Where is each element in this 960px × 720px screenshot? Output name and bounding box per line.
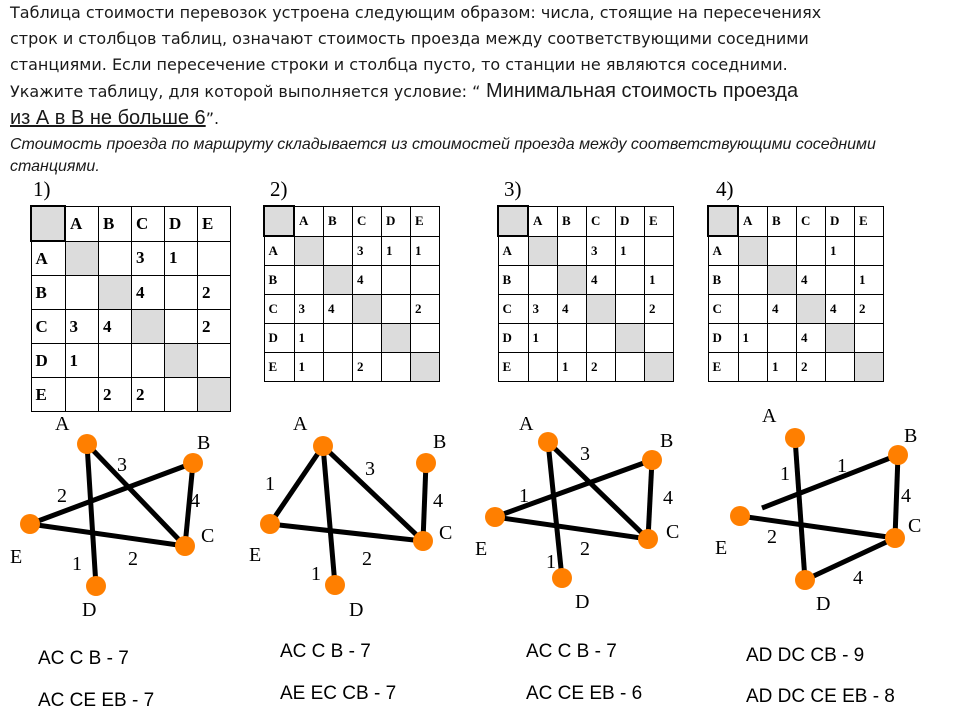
node-label: D: [816, 593, 831, 615]
row-header: E: [264, 353, 294, 382]
table-header-row: [708, 206, 884, 236]
table-row: [708, 295, 884, 324]
graph-node: [485, 507, 505, 527]
column-header: B: [558, 206, 587, 236]
table-cell: 2: [198, 310, 231, 344]
column-header: D: [826, 206, 855, 236]
node-label: B: [433, 431, 447, 453]
task-line-4-prefix: Укажите таблицу, для которой выполняется условие: “: [10, 82, 481, 101]
route-3-2: AC CE EB - 6: [526, 683, 643, 704]
graph-edge: [270, 524, 423, 541]
column-header: D: [165, 206, 198, 241]
table-cell: [65, 378, 99, 412]
node-label: B: [660, 430, 674, 452]
table-cell: [382, 266, 411, 295]
row-header: D: [498, 324, 528, 353]
graph-edge: [423, 463, 426, 541]
table-cell: [616, 266, 645, 295]
table-cell: [616, 353, 645, 382]
table-cell: 3: [587, 236, 616, 266]
node-label: C: [201, 525, 215, 547]
table-cell: 1: [411, 236, 440, 266]
edge-weight: 1: [780, 463, 790, 485]
table-cell: 4: [324, 295, 353, 324]
table-row: [264, 266, 440, 295]
graph-node: [885, 528, 905, 548]
edge-weight: 4: [901, 485, 911, 507]
edge-weight: 3: [365, 458, 375, 480]
table-row: [498, 324, 674, 353]
table-cell: 4: [797, 324, 826, 353]
column-header: D: [616, 206, 645, 236]
table-cell: [587, 324, 616, 353]
column-header: A: [65, 206, 99, 241]
node-label: C: [908, 515, 922, 537]
table-row: [31, 310, 231, 344]
graph-node: [730, 506, 750, 526]
table-corner-cell: [31, 206, 65, 241]
table-cell: 4: [587, 266, 616, 295]
table-cell: 2: [855, 295, 884, 324]
node-label: C: [666, 521, 680, 543]
table-cell: [738, 295, 768, 324]
cost-table-2: [263, 205, 440, 382]
graph-node: [413, 531, 433, 551]
table-cell: 3: [353, 236, 382, 266]
column-header: C: [132, 206, 165, 241]
edge-weight: 3: [580, 443, 590, 465]
table-cell: 1: [738, 324, 768, 353]
cost-table-3: [497, 205, 674, 382]
row-header: C: [31, 310, 65, 344]
table-cell: [645, 324, 674, 353]
table-row: [264, 353, 440, 382]
table-cell: 3: [65, 310, 99, 344]
table-row: [708, 353, 884, 382]
table-cell: 2: [353, 353, 382, 382]
table-cell: [324, 266, 353, 295]
row-header: E: [708, 353, 738, 382]
node-label: E: [715, 537, 728, 559]
table-row: [708, 266, 884, 295]
table-row: [31, 241, 231, 276]
route-1-2: AC CE EB - 7: [38, 690, 155, 711]
node-label: B: [904, 425, 918, 447]
table-cell: 1: [165, 241, 198, 276]
table-cell: [616, 324, 645, 353]
edge-weight: 1: [519, 485, 529, 507]
table-cell: [165, 276, 198, 310]
table-cell: [198, 344, 231, 378]
table-row: [264, 236, 440, 266]
table-cell: [768, 266, 797, 295]
graph-edge: [895, 455, 898, 538]
graph-node: [260, 514, 280, 534]
table-cell: [165, 344, 198, 378]
table-row: [264, 324, 440, 353]
table-cell: 1: [645, 266, 674, 295]
node-label: D: [82, 599, 97, 621]
edge-weight: 2: [767, 526, 777, 548]
table-cell: [528, 266, 558, 295]
task-condition-part1: Минимальная стоимость проезда: [480, 80, 799, 102]
graph-2: [240, 408, 460, 621]
table-cell: 2: [587, 353, 616, 382]
table-row: [498, 266, 674, 295]
graph-node: [325, 575, 345, 595]
table-cell: 1: [826, 236, 855, 266]
task-line-1: Таблица стоимости перевозок устроена следующим образом: числа, стоящие на пересечениях: [10, 3, 822, 22]
column-header: A: [738, 206, 768, 236]
edge-weight: 2: [128, 548, 138, 570]
table-cell: [558, 324, 587, 353]
option-2-number: 2): [270, 177, 288, 201]
cost-table-1: [30, 205, 231, 412]
column-header: A: [528, 206, 558, 236]
table-cell: 1: [528, 324, 558, 353]
table-cell: 4: [558, 295, 587, 324]
graph-edge: [805, 538, 895, 580]
edge-weight: 1: [546, 551, 556, 573]
graph-node: [175, 536, 195, 556]
task-quote-end: ”.: [205, 109, 220, 128]
table-cell: [558, 266, 587, 295]
table-cell: [353, 295, 382, 324]
table-cell: 3: [528, 295, 558, 324]
task-line-3: станциями. Если пересечение строки и столбца пусто, то станции не являются соседними.: [10, 55, 788, 74]
node-label: A: [293, 413, 308, 435]
cost-table-4: [707, 205, 884, 382]
route-1-1: AC C B - 7: [38, 648, 129, 669]
table-cell: [324, 236, 353, 266]
row-header: C: [264, 295, 294, 324]
table-cell: [411, 353, 440, 382]
table-cell: [558, 236, 587, 266]
table-cell: [738, 266, 768, 295]
table-cell: 4: [132, 276, 165, 310]
column-header: A: [294, 206, 324, 236]
node-label: B: [197, 432, 211, 454]
edge-weight: 2: [580, 538, 590, 560]
option-3-number: 3): [504, 177, 522, 201]
graph-1: [0, 408, 220, 621]
table-row: [708, 236, 884, 266]
table-header-row: [264, 206, 440, 236]
table-cell: [165, 378, 198, 412]
table-cell: [324, 353, 353, 382]
edge-weight: 4: [433, 490, 443, 512]
column-header: E: [645, 206, 674, 236]
table-cell: [382, 324, 411, 353]
table-cell: [382, 295, 411, 324]
edge-weight: 4: [190, 490, 200, 512]
route-2-2: AE EC CB - 7: [280, 683, 397, 704]
row-header: E: [31, 378, 65, 412]
column-header: E: [198, 206, 231, 241]
graph-node: [183, 453, 203, 473]
row-header: D: [264, 324, 294, 353]
graph-node: [638, 529, 658, 549]
table-cell: [198, 378, 231, 412]
table-cell: [65, 241, 99, 276]
table-cell: 1: [382, 236, 411, 266]
table-header-row: [498, 206, 674, 236]
graph-node: [785, 428, 805, 448]
graph-edge: [30, 524, 185, 546]
table-cell: 1: [558, 353, 587, 382]
table-cell: 4: [353, 266, 382, 295]
column-header: D: [382, 206, 411, 236]
task-statement: [10, 0, 920, 178]
route-4-2: AD DC CE EB - 8: [746, 686, 895, 707]
table-corner-cell: [708, 206, 738, 236]
table-cell: 3: [294, 295, 324, 324]
table-header-row: [31, 206, 231, 241]
table-cell: 2: [797, 353, 826, 382]
table-corner-cell: [264, 206, 294, 236]
task-line-2: строк и столбцов таблиц, означают стоимость проезда между соответствующими соседними: [10, 29, 809, 48]
table-cell: 4: [797, 266, 826, 295]
route-3-1: AC C B - 7: [526, 641, 617, 662]
row-header: C: [498, 295, 528, 324]
table-cell: 4: [826, 295, 855, 324]
graph-edge: [795, 438, 805, 580]
table-cell: [528, 236, 558, 266]
table-cell: [382, 353, 411, 382]
table-cell: [528, 353, 558, 382]
graph-node: [888, 445, 908, 465]
option-4-number: 4): [716, 177, 734, 201]
column-header: C: [353, 206, 382, 236]
edge-weight: 4: [853, 567, 863, 589]
table-cell: 1: [65, 344, 99, 378]
table-corner-cell: [498, 206, 528, 236]
edge-weight: 1: [265, 473, 275, 495]
row-header: D: [31, 344, 65, 378]
table-cell: [198, 241, 231, 276]
edge-weight: 2: [362, 548, 372, 570]
table-cell: [294, 236, 324, 266]
table-cell: 1: [768, 353, 797, 382]
node-label: E: [249, 544, 262, 566]
table-cell: [411, 266, 440, 295]
column-header: E: [411, 206, 440, 236]
table-cell: [826, 324, 855, 353]
table-cell: 2: [198, 276, 231, 310]
table-cell: 2: [99, 378, 132, 412]
node-label: A: [55, 413, 70, 435]
table-cell: [165, 310, 198, 344]
row-header: D: [708, 324, 738, 353]
task-note: Стоимость проезда по маршруту складывается из стоимостей проезда между соответствующими соседними станциями.: [10, 136, 876, 175]
table-cell: 4: [99, 310, 132, 344]
table-cell: 1: [294, 324, 324, 353]
table-row: [31, 276, 231, 310]
node-label: A: [762, 405, 777, 427]
column-header: E: [855, 206, 884, 236]
row-header: A: [708, 236, 738, 266]
graph-4: [710, 400, 930, 615]
graph-node: [20, 514, 40, 534]
task-condition-part2: из А в В не больше 6: [10, 107, 206, 129]
table-cell: 2: [645, 295, 674, 324]
edge-weight: 1: [72, 553, 82, 575]
table-cell: [616, 295, 645, 324]
table-row: [31, 378, 231, 412]
row-header: C: [708, 295, 738, 324]
node-label: E: [475, 538, 488, 560]
row-header: A: [264, 236, 294, 266]
table-cell: [587, 295, 616, 324]
table-cell: [65, 276, 99, 310]
node-label: D: [575, 591, 590, 613]
table-row: [498, 236, 674, 266]
edge-weight: 2: [57, 485, 67, 507]
column-header: B: [99, 206, 132, 241]
graph-node: [538, 432, 558, 452]
graph-node: [86, 576, 106, 596]
graph-edge: [270, 446, 323, 524]
table-cell: [294, 266, 324, 295]
graph-node: [313, 436, 333, 456]
table-row: [498, 295, 674, 324]
table-cell: [855, 236, 884, 266]
column-header: B: [324, 206, 353, 236]
route-4-1: AD DC CB - 9: [746, 645, 865, 666]
table-cell: [797, 295, 826, 324]
node-label: D: [349, 599, 364, 621]
table-row: [708, 324, 884, 353]
column-header: C: [797, 206, 826, 236]
table-cell: [797, 236, 826, 266]
graph-edge: [87, 444, 96, 586]
row-header: B: [264, 266, 294, 295]
table-cell: [645, 236, 674, 266]
table-cell: [826, 353, 855, 382]
table-cell: [99, 344, 132, 378]
table-cell: [99, 241, 132, 276]
table-cell: 1: [294, 353, 324, 382]
edge-weight: 4: [663, 487, 673, 509]
table-cell: 3: [132, 241, 165, 276]
column-header: C: [587, 206, 616, 236]
table-cell: 2: [411, 295, 440, 324]
graph-edge: [648, 460, 652, 539]
table-row: [498, 353, 674, 382]
graph-edge: [495, 517, 648, 539]
table-cell: 2: [132, 378, 165, 412]
route-2-1: AC C B - 7: [280, 641, 371, 662]
column-header: B: [768, 206, 797, 236]
table-cell: 1: [616, 236, 645, 266]
option-1-number: 1): [33, 177, 51, 201]
node-label: A: [519, 413, 534, 435]
table-cell: [411, 324, 440, 353]
edge-weight: 1: [837, 455, 847, 477]
graph-node: [642, 450, 662, 470]
table-cell: [324, 324, 353, 353]
table-cell: [826, 266, 855, 295]
graph-node: [77, 434, 97, 454]
graph-3: [470, 408, 690, 618]
graph-edge: [740, 516, 895, 538]
node-label: E: [10, 546, 23, 568]
table-cell: [645, 353, 674, 382]
table-cell: [855, 353, 884, 382]
table-cell: 4: [768, 295, 797, 324]
table-cell: [353, 324, 382, 353]
row-header: A: [31, 241, 65, 276]
graph-node: [795, 570, 815, 590]
row-header: B: [708, 266, 738, 295]
row-header: A: [498, 236, 528, 266]
table-cell: [855, 324, 884, 353]
table-cell: [132, 310, 165, 344]
row-header: B: [498, 266, 528, 295]
table-row: [31, 344, 231, 378]
edge-weight: 3: [117, 454, 127, 476]
graph-edge: [323, 446, 335, 585]
table-row: [264, 295, 440, 324]
table-cell: [132, 344, 165, 378]
table-cell: [768, 236, 797, 266]
table-cell: 1: [855, 266, 884, 295]
table-cell: [738, 236, 768, 266]
graph-node: [416, 453, 436, 473]
node-label: C: [439, 522, 453, 544]
table-cell: [99, 276, 132, 310]
table-cell: [768, 324, 797, 353]
edge-weight: 1: [311, 563, 321, 585]
table-cell: [738, 353, 768, 382]
row-header: E: [498, 353, 528, 382]
row-header: B: [31, 276, 65, 310]
